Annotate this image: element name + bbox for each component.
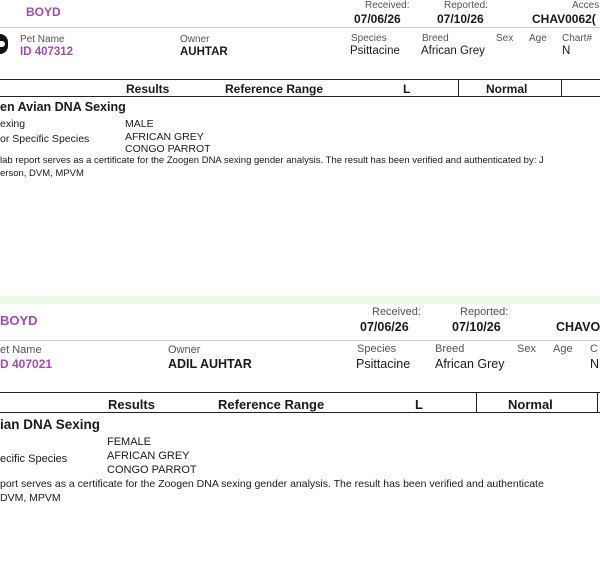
species-label: Species (357, 343, 397, 355)
header-divider (0, 27, 600, 28)
col-results: Results (108, 397, 155, 412)
owner-label: Owner (168, 344, 201, 356)
certificate-note: port serves as a certificate for the Zoogen DNA sexing gender analysis. The result has been verified and authenticate (0, 478, 544, 490)
sex-label: Sex (517, 343, 536, 355)
species-specific-value: AFRICAN GREY (107, 450, 190, 462)
certificate-note: lab report serves as a certificate for the Zoogen DNA sexing gender analysis. The result has been verified and authenticated by: J (0, 155, 544, 166)
pet-name-label: et Name (0, 344, 42, 356)
col-normal: Normal (508, 397, 553, 412)
owner-label: Owner (180, 34, 210, 45)
col-l: L (415, 397, 423, 412)
pet-id: D 407021 (0, 357, 53, 371)
species-specific-value: AFRICAN GREY (125, 131, 204, 143)
chart-label: Chart# (562, 33, 593, 44)
signer: DVM, MPVM (0, 492, 61, 504)
species-specific-label: ecific Species (0, 453, 68, 465)
clinic-name: BOYD (26, 5, 61, 19)
col-divider (597, 392, 598, 412)
reported-date: 07/10/26 (452, 320, 501, 334)
signer: erson, DVM, MPVM (0, 168, 84, 179)
table-top-line (0, 392, 600, 393)
accession-label: Acces (572, 0, 600, 11)
species-value: Psittacine (356, 357, 411, 371)
reported-label: Reported: (460, 306, 509, 318)
species-specific-value-2: CONGO PARROT (125, 143, 211, 155)
breed-value: African Grey (421, 45, 485, 57)
col-divider (561, 79, 562, 96)
chart-value: N (562, 45, 571, 57)
pet-name-label: Pet Name (20, 34, 65, 45)
lab-report-bottom (0, 304, 600, 579)
table-top-line (0, 79, 600, 80)
owner-name: ADIL AUHTAR (168, 357, 252, 371)
header-divider (0, 340, 600, 341)
species-specific-value-2: CONGO PARROT (107, 464, 197, 476)
received-date: 07/06/26 (360, 320, 409, 334)
result-value: FEMALE (107, 436, 152, 448)
sex-label: Sex (496, 33, 514, 44)
col-l: L (403, 82, 411, 96)
col-reference-range: Reference Range (225, 82, 324, 96)
species-specific-label: or Specific Species (0, 133, 90, 145)
reported-date: 07/10/26 (437, 12, 484, 26)
received-date: 07/06/26 (354, 12, 401, 26)
accession-number: CHAVO (556, 320, 600, 334)
breed-value: African Grey (435, 357, 505, 371)
breed-label: Breed (435, 343, 465, 355)
species-value: Psittacine (350, 45, 400, 57)
table-bottom-line (0, 412, 600, 413)
col-reference-range: Reference Range (218, 397, 325, 412)
species-label: Species (351, 33, 387, 44)
pet-icon (0, 34, 8, 54)
result-label: exing (0, 118, 26, 130)
pet-id: ID 407312 (20, 46, 74, 58)
owner-name: AUHTAR (180, 46, 228, 58)
chart-label: C (590, 343, 598, 355)
col-divider (458, 79, 459, 96)
col-normal: Normal (486, 82, 528, 96)
col-results: Results (126, 82, 170, 96)
received-label: Received: (372, 306, 421, 318)
result-value: MALE (125, 118, 154, 130)
breed-label: Breed (422, 33, 449, 44)
age-label: Age (529, 33, 547, 44)
age-label: Age (553, 343, 573, 355)
page-gap (0, 296, 600, 304)
clinic-name: BOYD (0, 313, 38, 328)
table-bottom-line (0, 96, 600, 97)
received-label: Received: (365, 0, 410, 11)
col-divider (476, 392, 477, 412)
accession-number: CHAV0062( (532, 12, 596, 26)
reported-label: Reported: (444, 0, 488, 11)
chart-value: N (590, 357, 600, 371)
test-title: ian DNA Sexing (0, 417, 101, 432)
test-title: en Avian DNA Sexing (0, 100, 126, 114)
